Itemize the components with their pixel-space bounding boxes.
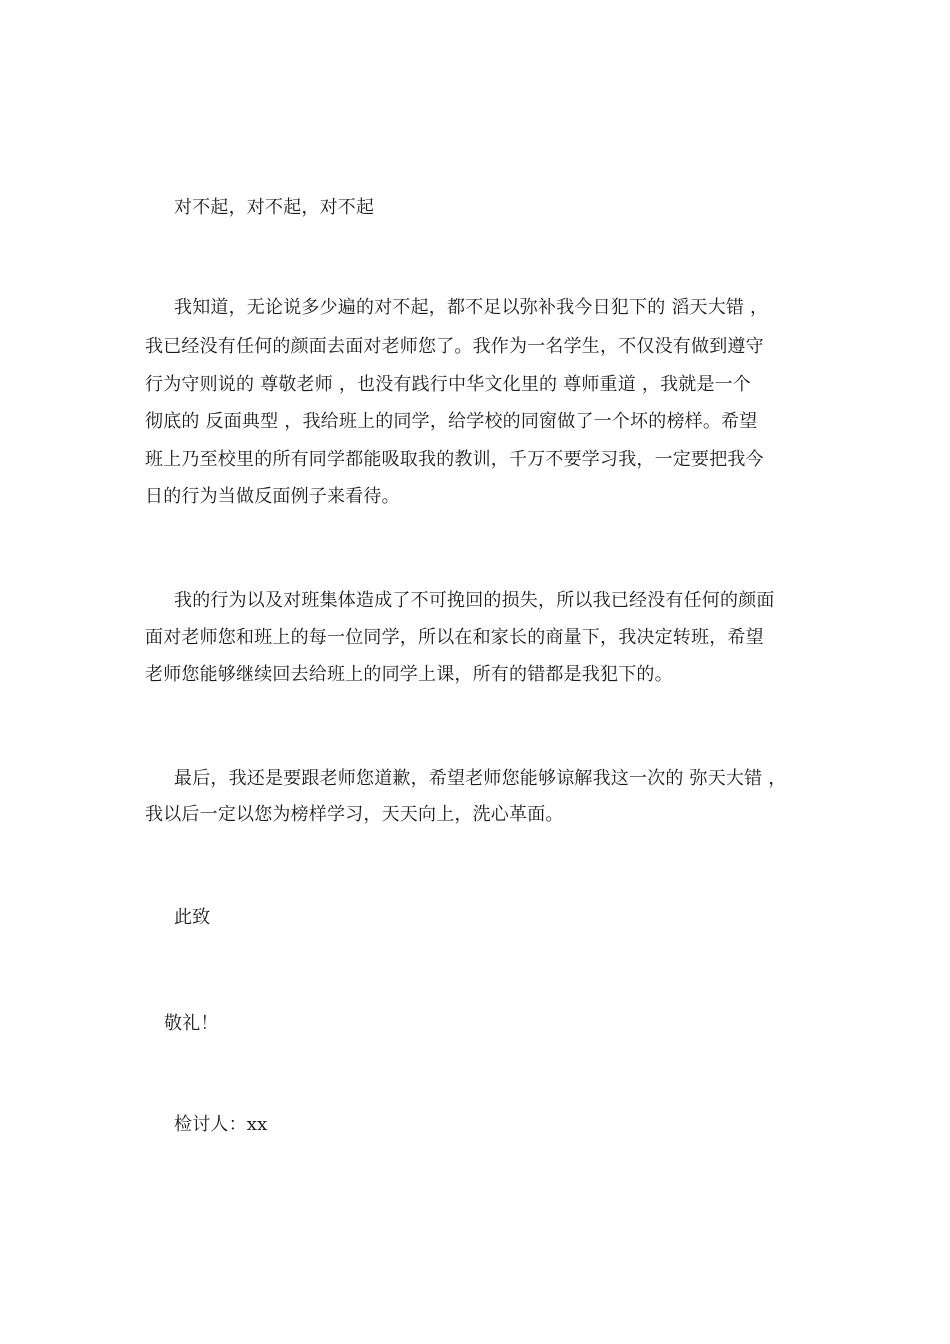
paragraph2-line-2: 面对老师您和班上的每一位同学，所以在和家长的商量下，我决定转班，希望 [145, 627, 764, 648]
closing-line: 此致 [174, 907, 211, 928]
paragraph1-line-2: 我已经没有任何的颜面去面对老师您了。我作为一名学生，不仅没有做到遵守 [145, 336, 764, 357]
paragraph1-line-3: 行为守则说的 尊敬老师 ，也没有践行中华文化里的 尊师重道 ，我就是一个 [145, 374, 752, 395]
paragraph2-line-1: 我的行为以及对班集体造成了不可挽回的损失，所以我已经没有任何的颜面 [174, 590, 775, 611]
signature-line: 检讨人：xx [174, 1114, 268, 1135]
paragraph1-line-4: 彻底的 反面典型 ，我给班上的同学，给学校的同窗做了一个坏的榜样。希望 [145, 411, 758, 432]
opening-line: 对不起，对不起，对不起 [174, 197, 375, 218]
salute-line: 敬礼！ [164, 1013, 219, 1034]
paragraph1-line-6: 日的行为当做反面例子来看待。 [145, 486, 400, 507]
paragraph3-line-2: 我以后一定以您为榜样学习，天天向上，洗心革面。 [145, 804, 564, 825]
paragraph2-line-3: 老师您能够继续回去给班上的同学上课，所有的错都是我犯下的。 [145, 664, 673, 685]
paragraph1-line-1: 我知道，无论说多少遍的对不起，都不足以弥补我今日犯下的 滔天大错 ， [174, 297, 769, 318]
paragraph3-line-1: 最后，我还是要跟老师您道歉，希望老师您能够谅解我这一次的 弥天大错 ， [174, 768, 787, 789]
paragraph1-line-5: 班上乃至校里的所有同学都能吸取我的教训，千万不要学习我，一定要把我今 [145, 449, 764, 470]
